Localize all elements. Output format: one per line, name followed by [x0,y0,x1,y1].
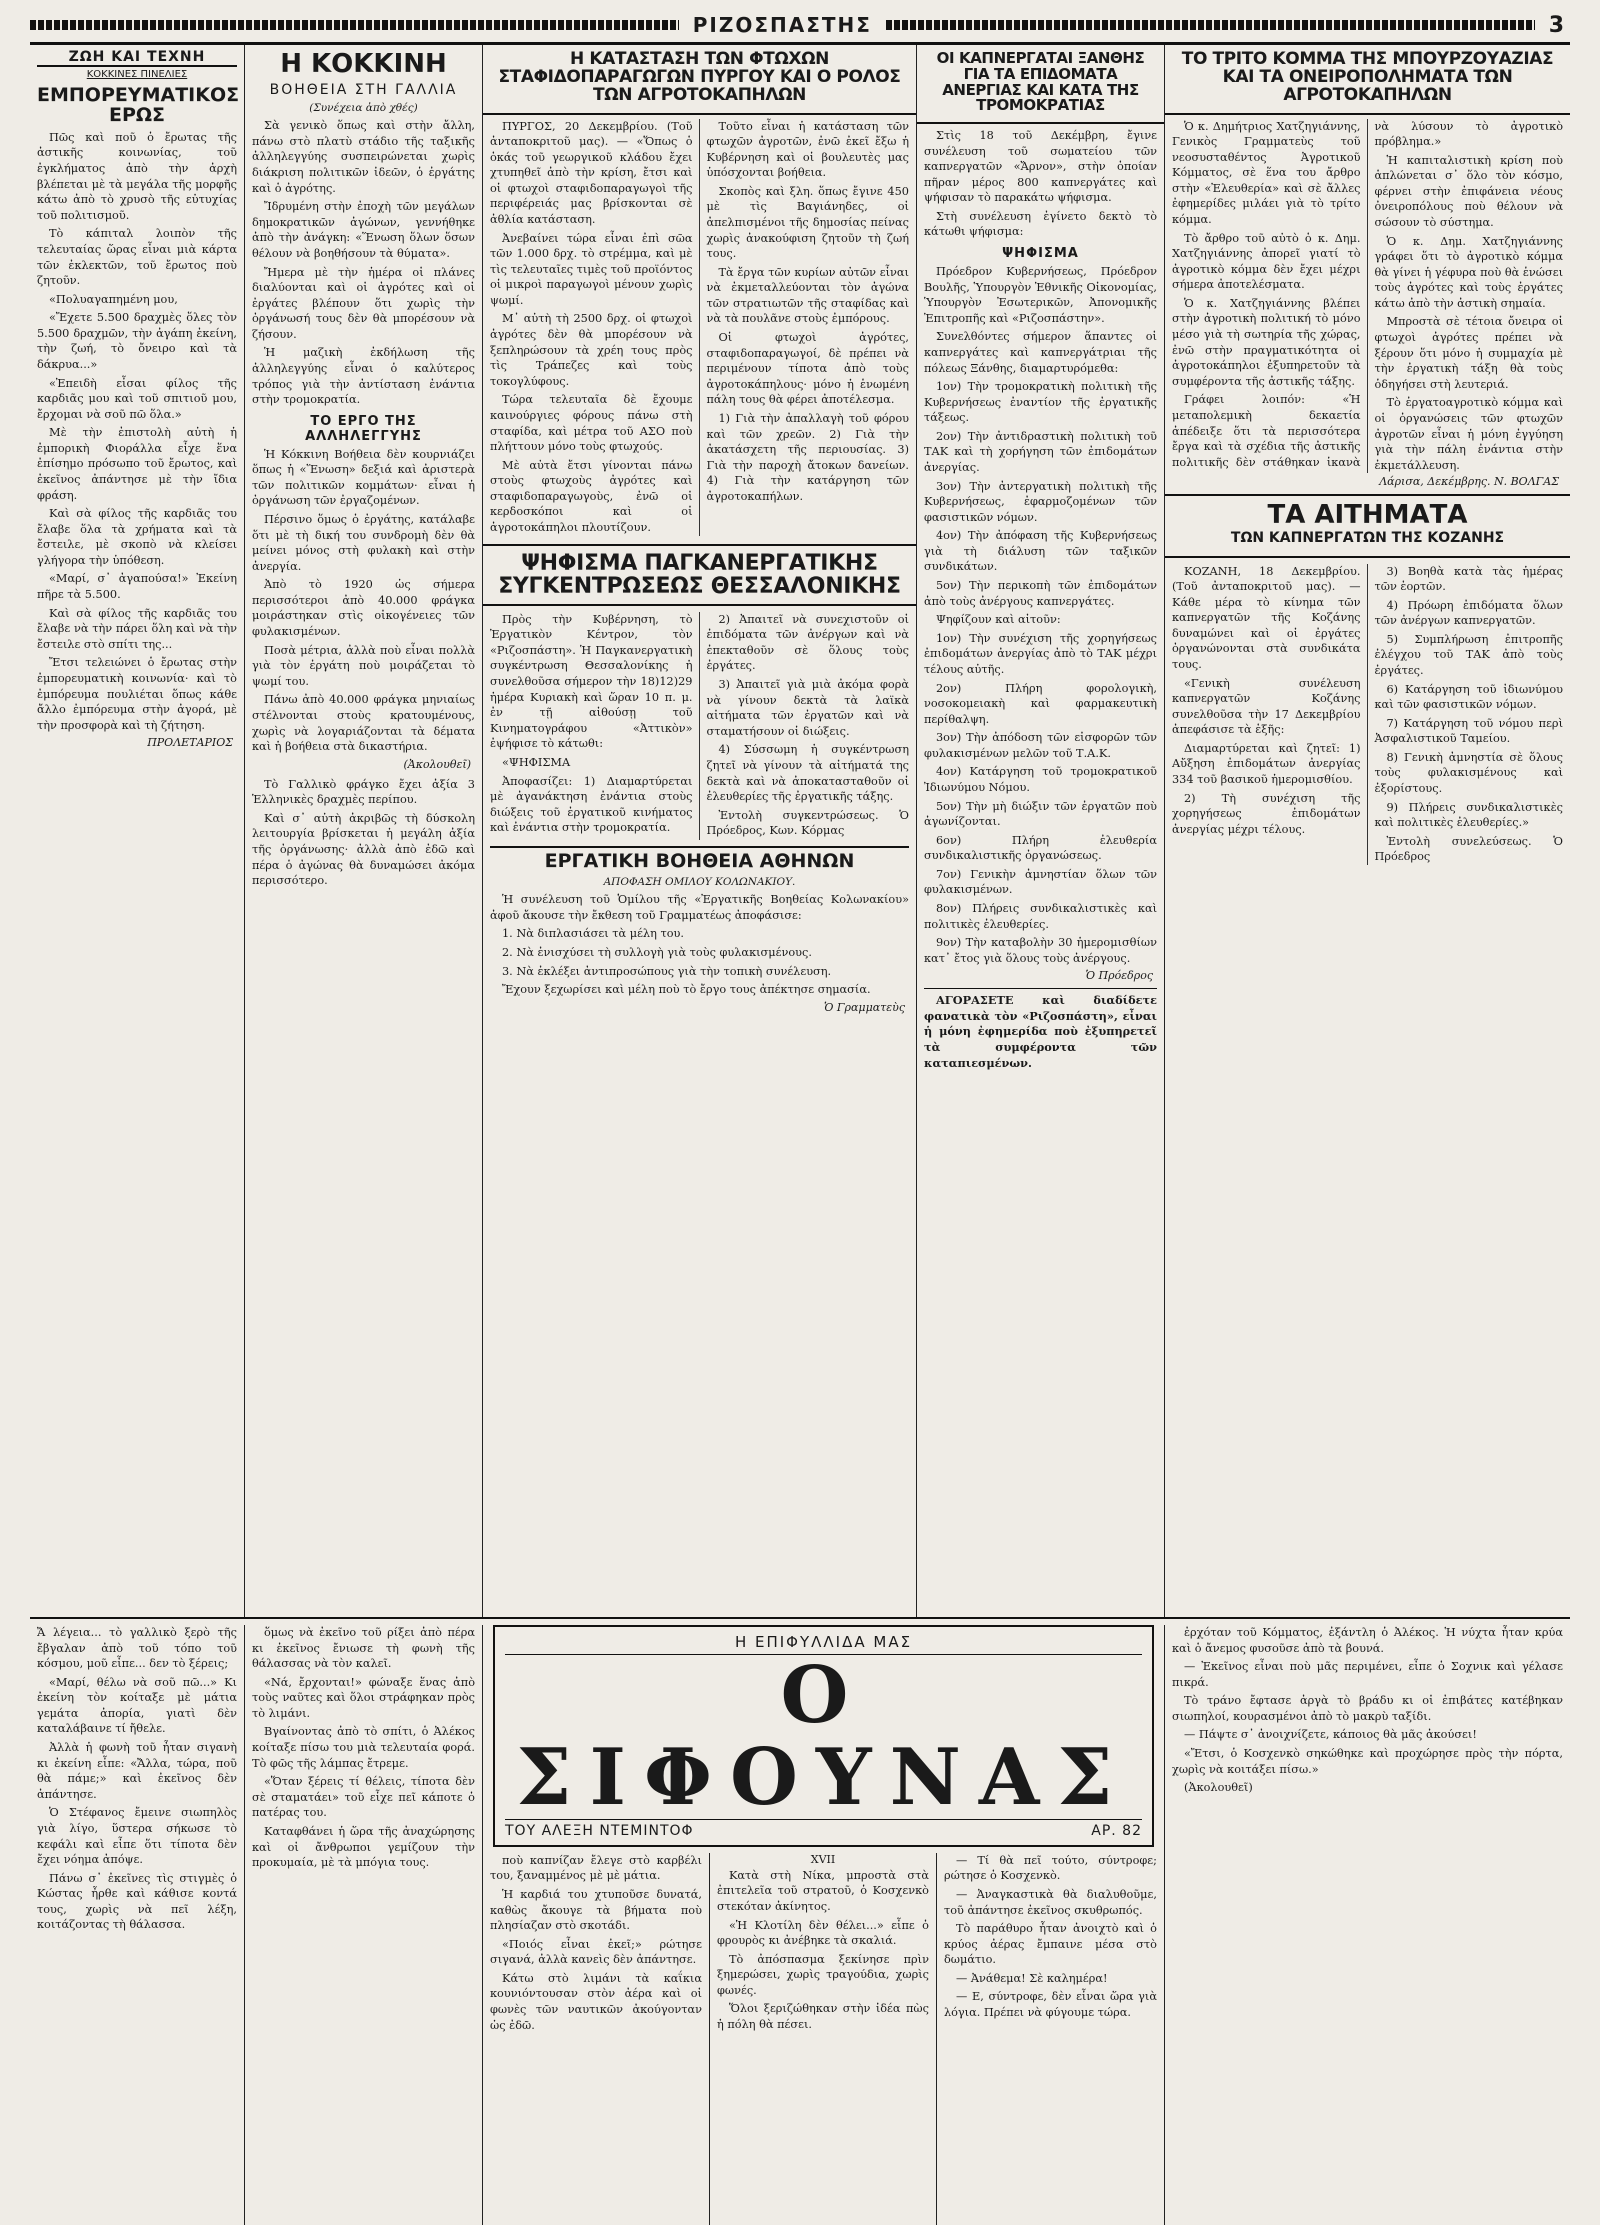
paragraph: «Ἔτσι, ὁ Κοσχενκὸ σηκώθηκε καὶ προχώρησε πρὸς τὴν πόρτα, χωρὶς νὰ κοιτάξει πίσω.» [1172,1747,1563,1776]
paragraph: Καταφθάνει ἡ ὥρα τῆς ἀναχώρησης καὶ οἱ ἄνθρωποι γεμίζουν τὴν προκυμαία, μὲ τὰ μπόγια τους. [252,1824,475,1870]
continued-note: (Ἀκολουθεῖ) [403,757,471,771]
paragraph: 1ον) Τὴν τρομοκρατικὴ πολιτικὴ τῆς Κυβερνήσεως ἐναντίον τῆς ἐργατικῆς τάξεως. [924,380,1157,425]
paragraph: Ἡ καπιταλιστικὴ κρίση ποὺ ἁπλώνεται σ᾽ ὅλο τὸν κόσμο, φέρνει στὴν ἐπιφάνεια νέους ὀνειροπόλους ποὺ θέλουν νὰ σώσουν τὸ σύστημα. [1374,153,1563,229]
paragraph: Ἡ Κόκκινη Βοήθεια δὲν κουρνιάζει ὅπως ἡ «Ἕνωση» δεξιά καὶ ἀριστερὰ τῶν πολιτικῶν κομμάτων· εἶναι ἡ ὀργάνωση τῶν ἐργαζομένων. [252,447,475,508]
article-body [1172,119,1563,474]
resolution-body [490,612,909,841]
paragraph: 3) Βοηθὰ κατὰ τὰς ἡμέρας τῶν ἑορτῶν. [1374,564,1563,594]
paragraph: Ἡ μαζικὴ ἐκδήλωση τῆς ἀλληλεγγύης εἶναι ὁ καλύτερος τρόπος γιὰ τὴν ἀντίσταση ἐνάντια στὴν τρομοκρατία. [252,346,475,407]
serial-header [493,1625,1154,1847]
bottom-section [30,1619,1570,2225]
paragraph: Στὴ συνέλευση ἐγίνετο δεκτὸ τὸ κάτωθι ψήφισμα: [924,209,1157,239]
paragraph: 3) Ἀπαιτεῖ γιὰ μιὰ ἀκόμα φορὰ νὰ γίνουν δεκτὰ τὰ λαϊκὰ αἰτήματα τῶν ἐργατῶν καὶ νὰ σταματήσουν οἱ διώξεις. [706,678,909,738]
serial-number: ΑΡ. 82 [1091,1822,1142,1839]
paragraph: 9) Πλήρεις συνδικαλιστικὲς καὶ πολιτικὲς ἐλευθερίες.» [1374,800,1563,830]
paragraph: «Ἡ Κλοτίλη δὲν θέλει...» εἶπε ὁ φρουρὸς κι ἀνέβηκε τὰ σκαλιά. [716,1918,929,1948]
paragraph: Τώρα τελευταῖα δὲ ἔχουμε καινούργιες φόρους πάνω στὴ σταφίδα, καὶ μέτρα τοῦ ΑΣΟ ποὺ πλήττουν μόνο τοὺς φτωχούς. [490,393,693,454]
bottom-column-1 [30,1625,245,2225]
paragraph: Τὸ ἄρθρο τοῦ αὐτὸ ὁ κ. Δημ. Χατζηγιάννης ἀπορεῖ γιατί τὸ ἀγροτικὸ κόμμα δὲν ἔχει μέχρι σήμερα ἀποτελέσματα. [1172,231,1361,292]
paragraph: Ποσὰ μέτρια, ἀλλὰ ποὺ εἶναι πολλὰ γιὰ τὸν ἐργάτη ποὺ μοιράζεται τὸ ψωμί του. [252,643,475,688]
paragraph: Τὸ ἐργατοαγροτικὸ κόμμα καὶ οἱ ὀργανώσεις τῶν φτωχῶν ἀγροτῶν εἶναι ἡ μόνη ἐγγύηση γιὰ τὴν πάλη ἐνάντια στὴν ἐκμετάλλευση. [1374,396,1563,472]
demands-title: ΤΑ ΑΙΤΗΜΑΤΑ [1267,500,1468,531]
section-subheading: ΨΗΦΙΣΜΑ [1002,246,1079,262]
paragraph: 8ον) Πλήρεις συνδικαλιστικὲς καὶ πολιτικὲς ἐλευθερίες. [924,902,1157,931]
column-life-and-art [30,45,245,1617]
paragraph: Τοῦτο εἶναι ἡ κατάσταση τῶν φτωχῶν ἀγροτῶν, ἐνῶ ἐκεῖ ἔξω ἡ Κυβέρνηση καὶ οἱ βουλευτὲς μας ὑπόσχονται βοήθεια. [706,119,909,180]
page-number: 3 [1548,12,1564,38]
paragraph: Ψηφίζουν καὶ αἰτοῦν: [936,613,1061,627]
article-body [490,119,909,536]
headline-block [917,51,1164,124]
paragraph: Γράφει λοιπόν: «Ἡ μεταπολεμικὴ δεκαετία ἀπέδειξε ὅτι τὰ περισσότερα ἔργα καὶ τὰ σχέδια τῆς ἀστικῆς πολιτικῆς δὲν στάθηκαν ἱκανὰ νὰ λύσουν τὸ ἀγροτικὸ πρόβλημα.» [1172,119,1563,469]
paragraph: Καὶ σὰ φίλος τῆς καρδιᾶς του ἔλαβε νὰ τὴν πάρει ὅλη καὶ νὰ τὴν ἔστειλε στὸ σπίτι της... [37,606,237,651]
paragraph: Ἴδρυμένη στὴν ἐποχὴ τῶν μεγάλων δημοκρατικῶν ἀγώνων, γεννήθηκε ἀπὸ τὴν ἀνάγκη: «Ἕνωση ὅλων ὅσων θέλουν νὰ βοηθήσουν τὰ θύματα». [252,200,475,260]
paragraph: Ἡ καρδιά του χτυποῦσε δυνατά, καθὼς ἄκουγε τὰ βήματα ποὺ πλησίαζαν στὸ σκοτάδι. [490,1887,702,1933]
paragraph: 6) Κατάργηση τοῦ ἰδιωνύμου καὶ τῶν φασιστικῶν νόμων. [1374,682,1563,712]
paragraph: 7) Κατάργηση τοῦ νόμου περὶ Ἀσφαλιστικοῦ Ταμείου. [1374,716,1563,746]
article-body [37,130,237,733]
paragraph: Πάνω ἀπὸ 40.000 φράγκα μηνιαίως στέλνονται στοὺς κρατουμένους, χωρὶς νὰ λογαριάζονται τὰ δέματα καὶ ἡ βοήθεια στὰ δικαστήρια. [252,693,475,754]
paragraph: 2. Νὰ ἐνισχύσει τὴ συλλογὴ γιὰ τοὺς φυλακισμένους. [502,946,812,960]
serial-kicker: Η ΕΠΙΦΥΛΛΙΔΑ ΜΑΣ [505,1633,1142,1655]
paragraph: — Ε, σύντροφε, δὲν εἶναι ὥρα γιὰ λόγια. Πρέπει νὰ φύγουμε τώρα. [943,1990,1157,2019]
paragraph: 2ον) Πλήρη φορολογικὴ, νοσοκομειακὴ καὶ φαρμακευτικὴ περίθαλψη. [924,681,1157,726]
masthead-rule-right [886,20,1535,30]
paragraph: 4ον) Τὴν ἀπόφαση τῆς Κυβερνήσεως γιὰ τὴ διάλυση τῶν ταξικῶν συνδικάτων. [924,529,1157,574]
paragraph: 4ον) Κατάργηση τοῦ τρομοκρατικοῦ Ἰδιωνύμου Νόμου. [924,765,1157,794]
paragraph: 5ον) Τὴν περικοπὴ τῶν ἐπιδομάτων ἀπὸ τοὺς ἀνέργους καπνεργάτες. [924,579,1157,608]
paragraph: Ὅλοι ξεριζώθηκαν στὴν ἰδέα πὼς ἡ πόλη θὰ πέσει. [716,2002,929,2031]
demands-headline [1165,494,1570,557]
paragraph: ἐρχόταν τοῦ Κόμματος, ἐξάντλη ὁ Ἀλέκος. Ἡ νύχτα ἦταν κρύα καὶ ὁ ἄνεμος φυσοῦσε ἀπὸ τὰ βουνά. [1172,1626,1563,1655]
resolution-body [924,264,1157,966]
column-tobacco-workers-xanthi [917,45,1165,1617]
paragraph: 8) Γενικὴ ἀμνηστία σὲ ὅλους τοὺς φυλακισμένους καὶ ἐξορίστους. [1374,750,1563,796]
paragraph: — Ἐκεῖνος εἶναι ποὺ μᾶς περιμένει, εἶπε ὁ Σοχνικ καὶ γέλασε πικρά. [1172,1660,1563,1689]
paragraph: Ἔχουν ξεχωρίσει καὶ μέλη ποὺ τὸ ἔργο τους ἀπέκτησε σημασία. [502,983,871,997]
relief-body [490,892,909,997]
paragraph: 5ον) Τὴν μὴ διώξιν τῶν ἐργατῶν ποὺ ἀγωνίζονται. [924,799,1157,829]
article-body [924,128,1157,240]
paragraph: 4) Πρόωρη ἐπιδόματα ὅλων τῶν ἀνέργων καπνεργατῶν. [1374,598,1563,628]
paragraph: Πρὸς τὴν Κυβέρνηση, τὸ Ἐργατικὸν Κέντρον, τὸν «Ριζοσπάστη». Ἡ Παγκανεργατικὴ συγκέντρωση Θεσσαλονίκης ἡ συνελθοῦσα σήμερον τὴν 18)12)29 ἡμέρα Κυριακὴ καὶ ὥραν 10 π. μ. ἐν τῇ αἰθούσῃ τοῦ Κινηματογράφου «Ἀττικὸν» ἐψήφισε τὸ κάτωθι: [490,612,693,751]
serial-author: ΤΟΥ ΑΛΕΞΗ ΝΤΕΜΙΝΤΟΦ [505,1822,694,1839]
paragraph: Ὁ κ. Δημήτριος Χατζηγιάννης, Γενικὸς Γραμματεὺς τοῦ νεοσυσταθέντος Ἀγροτικοῦ Κόμματος, σὲ ἕνα του ἄρθρο στὴν «Ἐλευθερία» καὶ σὲ ἄλλες ἐφημερίδες μιλάει γιὰ τὸ τρίτο κόμμα. [1172,119,1361,226]
masthead-rule-left [30,20,679,30]
serial-columns [483,1853,1164,2225]
paragraph: — Ἀναγκαστικὰ θὰ διαλυθοῦμε, τοῦ ἀπάντησε ἐκεῖνος σκυθρωπός. [943,1887,1157,1917]
paragraph: «ΨΗΦΙΣΜΑ [502,755,571,769]
serial-column-1 [483,1853,710,2225]
paragraph: ΚΟΖΑΝΗ, 18 Δεκεμβρίου. (Τοῦ ἀνταποκριτοῦ μας). — Κάθε μέρα τὸ κίνημα τῶν καπνεργατῶν τῆς Κοζάνης δυναμώνει καὶ οἱ ἐργάτες ὀργανώνονται στὰ συνδικάτα τους. [1172,564,1361,672]
paragraph: Ἐντολὴ συνελεύσεως. Ὁ Πρόεδρος [1374,834,1563,864]
paragraph: Ἔτσι τελειώνει ὁ ἔρωτας στὴν ἐμπορευματικὴ κοινωνία· καὶ τὸ ἐμπόρευμα πουλιέται ὅπως κάθε ἄλλο ἐμπόρευμα στὴν ἀγορά, μὲ τὴν προσφορὰ καὶ τὴ ζήτηση. [37,656,237,732]
serial-feature [483,1625,1165,2225]
paragraph: Τὸ Γαλλικὸ φράγκο ἔχει ἀξία 3 Ἑλληνικὲς δραχμὲς περίπου. [252,777,475,807]
column-raisin-growers [483,45,917,1617]
paragraph: 2) Τὴ συνέχιση τῆς χορηγήσεως ἐπιδομάτων ἀνεργίας μέχρι τέλους. [1172,791,1361,836]
paragraph: Ἤμερα μὲ τὴν ἡμέρα οἱ πλάνες διαλύονται καὶ οἱ ἀγρότες καὶ οἱ ἐργάτες βλέπουν ὅτι χωρὶς τὴν ὀργάνωσή τους δὲν θὰ μπορέσουν νὰ ζήσουν. [252,265,475,341]
paragraph: Κατὰ στὴ Νίκα, μπροστὰ στὰ ἐπιτελεῖα τοῦ στρατοῦ, ὁ Κοσχενκὸ στεκόταν ἀκίνητος. [716,1868,929,1913]
paragraph: ποὺ καπνίζαν ἔλεγε στὸ καρβέλι του, ξαναμμένος μὲ μὲ μάτια. [490,1853,702,1883]
paragraph: Ἀνεβαίνει τώρα εἶναι ἐπὶ σῶα τῶν 1.000 δρχ. τὸ στρέμμα, καὶ μὲ τὶς τελευταῖες τιμὲς τοῦ προϊόντος οἱ μικροὶ παραγωγοὶ μένουν χωρὶς ψωμί. [490,231,693,307]
continuation-note: (Συνέχεια ἀπὸ χθές) [309,102,418,115]
paragraph: 4) Σύσσωμη ἡ συγκέντρωση ζητεῖ νὰ γίνουν τὰ αἰτήματά της δεκτὰ καὶ νὰ ἀποκατασταθοῦν οἱ ἐλευθερίες τῆς ἐργατικῆς τάξης. [706,743,909,804]
paragraph: «Πολυαγαπημένη μου, [49,292,178,306]
paragraph: Μὲ τὴν ἐπιστολὴ αὐτὴ ἡ ἐμπορικὴ Φιοράλλα εἶχε ἕνα ἐπίσημο πρόσωπο τοῦ ἔρωτος, καὶ ἐκεῖνος ἀπάντησε μὲ τὴν ἴδια φράση. [37,426,237,502]
article-title: Η ΚΟΚΚΙΝΗ [280,49,447,79]
paragraph: «Ἔχετε 5.500 δραχμὲς ὅλες τὸν 5.500 δραχμῶν, τὴν ἀγάπη ἐκείνη, τὴν ζωή, τὸ ὄνειρο καὶ τὰ δάκρυα...» [37,311,237,371]
paragraph: Στὶς 18 τοῦ Δεκέμβρη, ἔγινε συνέλευση τοῦ σωματείου τῶν καπνεργατῶν «Ἄρνον», στὴν ὁποίαν πῆραν μέρος 800 καπνεργάτες καὶ ψήφισαν τὸ παρακάτω ψήφισμα. [924,129,1157,205]
column-red-aid [245,45,483,1617]
article-body-3 [252,777,475,889]
paragraph: Τὸ τράνο ἔφτασε ἀργὰ τὸ βράδυ κι οἱ ἐπιβάτες κατέβηκαν σιωπηλοί, κουρασμένοι ἀπὸ τὸ μακρὺ ταξίδι. [1172,1694,1563,1723]
paragraph: «Μαρί, θέλω νὰ σοῦ πῶ...» Κι ἐκείνη τὸν κοίταξε μὲ μάτια γεμάτα ἀπορία, γιατὶ δὲν καταλάβαινε τί ἤθελε. [37,1675,237,1736]
bottom-column-2 [245,1625,483,2225]
article-title: ΤΟ ΤΡΙΤΟ ΚΟΜΜΑ ΤΗΣ ΜΠΟΥΡΖΟΥΑΖΙΑΣ ΚΑΙ ΤΑ ΟΝΕΙΡΟΠΟΛΗΜΑΤΑ ΤΩΝ ΑΓΡΟΤΟΚΑΠΗΛΩΝ [1181,49,1554,105]
buy-notice: ΑΓΟΡΑΣΕΤΕ καὶ διαδίδετε φανατικὰ τὸν «Ριζοσπάστη», εἶναι ἡ μόνη ἐφημερίδα ποὺ ἐξυπηρετεῖ τὰ συμφέροντα τῶν καταπιεσμένων. [924,988,1157,1071]
column-third-party [1165,45,1570,1617]
paragraph: Μὲ αὐτὰ ἔτσι γίνονται πάνω στοὺς φτωχοὺς ἀγρότες καὶ σταφιδοπαραγωγοὺς, ἐνῶ οἱ κερδοσκόποι καὶ οἱ ἀγροτοκάπηλοι πλουτίζουν. [490,458,693,534]
section-subheading: ΤΟ ΕΡΓΟ ΤΗΣ ΑΛΛΗΛΕΓΓΥΗΣ [305,413,422,444]
paragraph: Τὸ ἀπόσπασμα ξεκίνησε πρὶν ξημερώσει, χωρὶς τραγούδια, χωρὶς φωνές. [716,1952,929,1997]
paragraph: 2ον) Τὴν ἀντιδραστικὴ πολιτικὴ τοῦ ΤΑΚ καὶ τὴ χορήγηση τῶν ἐπιδομάτων ἀνεργίας. [924,429,1157,474]
paragraph: Ἡ συνέλευση τοῦ Ὁμίλου τῆς «Ἐργατικῆς Βοηθείας Κολωνακίου» ἀφοῦ ἄκουσε τὴν ἔκθεση τοῦ Γραμματέως ἀποφάσισε: [490,893,909,922]
paragraph: Βγαίνοντας ἀπὸ τὸ σπίτι, ὁ Ἀλέκος κοίταξε πίσω του μιὰ τελευταία φορά. Τὸ φῶς τῆς λάμπας ἔτρεμε. [252,1725,475,1770]
paragraph: 5) Συμπλήρωση ἐπιτροπῆς ἐλέγχου τοῦ ΤΑΚ ἀπὸ τοὺς ἐργάτες. [1374,632,1563,678]
paragraph: — Τί θὰ πεῖ τούτο, σύντροφε; ρώτησε ὁ Κοσχενκὸ. [943,1853,1157,1883]
resolution-title: ΨΗΦΙΣΜΑ ΠΑΓΚΑΝΕΡΓΑΤΙΚΗΣ ΣΥΓΚΕΝΤΡΩΣΕΩΣ ΘΕΣΣΑΛΟΝΙΚΗΣ [498,550,901,599]
paragraph: Ὁ κ. Δημ. Χατζηγιάννης γράφει ὅτι τὸ ἀγροτικὸ κόμμα θὰ γίνει ἡ γέφυρα ποὺ θὰ ἑνώσει τοὺς ἀγρότες καὶ τοὺς ἐργάτες κάτω ἀπὸ τὴν ἀστικὴ σημαία. [1374,234,1563,310]
paragraph: Μ᾽ αὐτὴ τὴ 2500 δρχ. οἱ φτωχοὶ ἀγρότες δὲν θὰ μπορέσουν νὰ ξεπληρώσουν τὰ χρέη τους πρὸς τὶς Τράπεζες καὶ τοὺς τοκογλύφους. [490,312,693,388]
paragraph: «Γενικὴ συνέλευση καπνεργατῶν Κοζάνης συνελθοῦσα τὴν 17 Δεκεμβρίου ἀπεφάσισε τὰ ἑξῆς: [1172,676,1361,737]
paragraph: Κάτω στὸ λιμάνι τὰ καΐκια κουνιόντουσαν στὸν ἀέρα καὶ οἱ φωνὲς τῶν ναυτικῶν ἀκούγονταν ὡς ἐδῶ. [490,1971,702,2032]
relief-signature: Ὁ Γραμματεὺς [823,1000,905,1014]
headline-block [483,51,916,115]
paragraph: 6ον) Πλήρη ἐλευθερία συνδικαλιστικῆς ὀργανώσεως. [924,833,1157,863]
paragraph: Πῶς καὶ ποῦ ὁ ἔρωτας τῆς ἀστικῆς κοινωνίας, τοῦ ἐγκλήματος ἀπὸ τὴν ἀρχὴ βλέπεται μὲ τὰ μεγάλα τῆς μορφῆς κάτω ἀπὸ τὸ χρυσὸ τῆς εὐτυχίας τοῦ πολιτισμοῦ. [37,130,237,222]
serial-column-3 [937,1853,1164,2225]
paragraph: — Πάψτε σ᾽ ἀνοιχνίζετε, κάποιος θὰ μᾶς ἀκούσει! [1184,1728,1477,1742]
paragraph: ΠΥΡΓΟΣ, 20 Δεκεμβρίου. (Τοῦ ἀνταποκριτοῦ μας). — «Ὅπως ὁ ὁκάς τοῦ γεωργικοῦ κλάδου ἔχει χτυπηθεῖ ἀπὸ τὴν κρίση, ἔτσι καὶ οἱ φτωχοὶ σταφιδοπαραγωγοὶ τῆς περιφέρειάς μας βρίσκονται σὲ ἀθλία κατάσταση. [490,119,693,226]
paragraph: «Ἐπειδὴ εἶσαι φίλος τῆς καρδιᾶς μου καὶ τοῦ σπιτιοῦ μου, ἔρχομαι νὰ σοῦ πῶ ὅλα.» [37,376,237,421]
paragraph: Ὁ Στέφανος ἔμεινε σιωπηλὸς γιὰ λίγο, ὕστερα σήκωσε τὸ κεφάλι καὶ εἶπε ὅτι τίποτα δὲν ἔχει νόημα ἀπόψε. [37,1806,237,1867]
paragraph: Μπροστὰ σὲ τέτοια ὄνειρα οἱ φτωχοὶ ἀγρότες πρέπει νὰ ξέρουν ὅτι μόνο ἡ συμμαχία μὲ τὴν ἐργατικὴ τάξη θὰ τοὺς ὁδηγήσει στὴ λευτεριά. [1374,315,1563,391]
paragraph: 7ον) Γενικὴν ἀμνηστίαν ὅλων τῶν φυλακισμένων. [924,867,1157,897]
paragraph: Πάνω σ᾽ ἐκεῖνες τὶς στιγμὲς ὁ Κώστας ἦρθε καὶ κάθισε κοντά τους, χωρὶς νὰ πεῖ λέξη, κοιτάζοντας τὴ θάλασσα. [37,1871,237,1932]
serial-column-2 [710,1853,937,2225]
paragraph: ὅμως νὰ ἐκεῖνο τοῦ ρίξει ἀπὸ πέρα κι ἐκεῖνος ἔνιωσε τὴ φωνὴ τῆς θάλασσας νὰ τὸν καλεῖ. [252,1626,475,1671]
paragraph: Ὁ κ. Χατζηγιάννης βλέπει στὴν ἀγροτικὴ πολιτική τὸ μόνο μέσο γιὰ τὴ σωτηρία τῆς χώρας, ἐνῶ στὴν πραγματικότητα οἱ ἀγροτοκάπηλοι ἐξυπηρετοῦν τὰ συμφέροντα τῆς ἀστικῆς τάξης. [1172,296,1361,388]
demands-subtitle: ΤΩΝ ΚΑΠΝΕΡΓΑΤΩΝ ΤΗΣ ΚΟΖΑΝΗΣ [1230,529,1505,546]
paragraph: 1) Γιὰ τὴν ἀπαλλαγὴ τοῦ φόρου καὶ τῶν χρεῶν. 2) Γιὰ τὴν ἀκατάσχετη τῆς περιουσίας. 3) Γιὰ τὴν παροχὴ ἄτοκων δανείων. 4) Γιὰ τὴν κατάργηση τῶν ἀγροτοκαπήλων. [706,411,909,503]
paragraph: «Ὅταν ξέρεις τί θέλεις, τίποτα δὲν σὲ σταματάει» τοῦ εἶχε πεῖ κάποτε ὁ πατέρας του. [252,1775,475,1820]
article-signature: Ὁ Πρόεδρος [1085,969,1153,983]
paragraph: Πρόεδρον Κυβερνήσεως, Πρόεδρον Βουλῆς, Ὑπουργὸν Ἐθνικῆς Οἰκονομίας, Ὑπουργὸν Ἐσωτερικῶν, Ἀπονομικῆς Ἐπιτροπῆς καὶ «Ριζοσπάστην». [924,265,1157,325]
paragraph: Συνελθόντες σήμερον ἅπαντες οἱ καπνεργάτες καὶ καπνεργάτριαι τῆς πόλεως Ξάνθης, διαμαρτυρόμεθα: [924,330,1157,375]
paragraph: Τὸ παράθυρο ἦταν ἀνοιχτὸ καὶ ὁ κρύος ἀέρας ἔμπαινε μέσα στὸ δωμάτιο. [943,1922,1157,1967]
serial-column-2-text [717,1868,929,2033]
top-section [30,45,1570,1619]
demands-body [1172,564,1563,865]
paragraph: Καὶ σὰ φίλος τῆς καρδιᾶς του ἔλαβε ὅλα τὰ χρήματα καὶ τὰ ἔστειλε, μὲ σκοπὸ νὰ κλείσει γλήγορα τὴν ὑπόθεση. [37,507,237,567]
article-body-2 [252,447,475,755]
paragraph: 9ον) Τὴν καταβολὴν 30 ἡμερομισθίων κατ᾽ ἔτος γιὰ ὅλους τοὺς ἀνέργους. [924,936,1157,965]
paragraph: Σὰ γενικὸ ὅπως καὶ στὴν ἄλλη, πάνω στὸ πλατὺ στάδιο τῆς ταξικῆς ἀλληλεγγύης συσπειρώνεται χωρὶς διάκριση πολιτικῶν ἰδεῶν, ὁ ἐργάτης καὶ ὁ ἀγρότης. [252,119,475,195]
article-title: ΕΜΠΟΡΕΥΜΑΤΙΚΟΣ ΕΡΩΣ [37,84,240,126]
paragraph: Πέρσινο ὅμως ὁ ἐργάτης, κατάλαβε ὅτι μὲ τὴ δική του συνδρομὴ δὲν θὰ μείνει μόνος στὴ φυλακὴ καὶ στὴν ἀνεργία. [252,513,475,573]
paragraph: Ἀποφασίζει: 1) Διαμαρτύρεται μὲ ἀγανάκτηση ἐνάντια στοὺς διώξεις τοῦ ἐργατικοῦ κινήματος καὶ ἐνάντια στὴν τρομοκρατία. [490,774,693,835]
paragraph: Ἄ λέγεια... τὸ γαλλικὸ ξερὸ τῆς ἔβγαλαν ἀπὸ τοῦ τόπο τοῦ κόσμου, μοῦ εἶπε... δεν τὸ ξέρεις; [37,1626,237,1671]
paragraph: Σκοπὸς καὶ ξλη. ὅπως ἔγινε 450 μὲ τὶς Βαγιάνηδες, οἱ ἀπελπισμένοι τῆς δημοσίας πείνας χωρὶς ἀνακούφιση ζητοῦν τὴ ζωή τους. [706,184,909,261]
chapter-number: XVII [810,1852,836,1866]
relief-title: ΕΡΓΑΤΙΚΗ ΒΟΗΘΕΙΑ ΑΘΗΝΩΝ [490,846,909,872]
headline-block [1165,51,1570,115]
paragraph: Ἀπὸ τὸ 1920 ὡς σήμερα περισσότεροι ἀπὸ 40.000 φράγκα μοιράστηκαν στὶς οἰκογένειες τῶν φυλακισμένων. [252,578,475,639]
paragraph: 3. Νὰ ἐκλέξει ἀντιπροσώπους γιὰ τὴν τοπικὴ συνέλευση. [502,964,832,978]
paragraph: Οἱ φτωχοὶ ἀγρότες, σταφιδοπαραγωγοί, δὲ πρέπει νὰ περιμένουν τίποτα ἀπὸ τοὺς ἀγροτοκάπηλους· μόνο ἡ ἑνωμένη πάλη τους θὰ φέρει ἀποτέλεσμα. [706,331,909,407]
section-header: ΖΩΗ ΚΑΙ ΤΕΧΝΗ [37,49,237,67]
resolution-headline [483,544,916,606]
paragraph: «Νά, ἔρχονται!» φώναξε ἕνας ἀπὸ τοὺς ναῦτες καὶ ὅλοι στράφηκαν πρὸς τὸ λιμάνι. [252,1675,475,1720]
paragraph: 1ον) Τὴν συνέχιση τῆς χορηγήσεως ἐπιδομάτων ἀνεργίας ἀπὸ τὸ ΤΑΚ μέχρι τέλους αὐτῆς. [924,631,1157,676]
paragraph: Ἐντολὴ συγκεντρώσεως. Ὁ Πρόεδρος, Κων. Κόρμας [706,808,909,838]
newspaper-name: ΡΙΖΟΣΠΑΣΤΗΣ [692,13,872,37]
paragraph: Καὶ σ᾽ αὐτὴ ἀκριβῶς τὴ δύσκολη λειτουργία βρίσκεται ἡ μεγάλη ἀξία τῆς ὀργάνωσης· ἀλλὰ ἀπὸ ἐδῶ καὶ πέρα ὁ ἀγώνας θὰ δυναμώσει ἀκόμα περισσότερο. [252,811,475,888]
masthead [30,8,1570,45]
paragraph: «Ποιός εἶναι ἐκεῖ;» ρώτησε σιγανά, ἀλλὰ κανεὶς δὲν ἀπάντησε. [490,1937,702,1967]
paragraph: Τὰ ἔργα τῶν κυρίων αὐτῶν εἶναι νὰ ἐκμεταλλεύονται τὸν ἀγώνα τῶν στρατιωτῶν τῆς σταφίδας καὶ νὰ τὰ πουλᾶνε στοὺς ἐμπόρους. [706,265,909,326]
article-subtitle: ΒΟΗΘΕΙΑ ΣΤΗ ΓΑΛΛΙΑ [269,82,458,99]
relief-subtitle: ΑΠΟΦΑΣΗ ΟΜΙΛΟΥ ΚΟΛΩΝΑΚΙΟΥ. [603,876,796,889]
bottom-column-5 [1165,1625,1570,2225]
paragraph: 2) Ἀπαιτεῖ νὰ συνεχιστοῦν οἱ ἐπιδόματα τῶν ἀνέργων καὶ νὰ ἐπεκταθοῦν σὲ ὅλους τοὺς ἐργάτες. [706,612,909,673]
paragraph: Ἀλλὰ ἡ φωνὴ τοῦ ἦταν σιγανὴ κι ἐκείνη εἶπε: «Ἄλλα, τώρα, ποῦ θὰ πάμε;» καὶ ἐκεῖνος δὲν ἀπάντησε. [37,1741,237,1801]
column-kicker: ΚΟΚΚΙΝΕΣ ΠΙΝΕΛΙΕΣ [86,69,188,80]
paragraph: 1. Νὰ διπλασιάσει τὰ μέλη του. [502,927,684,941]
paragraph: (Ἀκολουθεῖ) [1184,1781,1253,1795]
article-signature: Λάρισα, Δεκέμβρης. Ν. ΒΟΛΓΑΣ [1379,475,1559,489]
article-title: Η ΚΑΤΑΣΤΑΣΗ ΤΩΝ ΦΤΩΧΩΝ ΣΤΑΦΙΔΟΠΑΡΑΓΩΓΩΝ ΠΥΡΓΟΥ ΚΑΙ Ο ΡΟΛΟΣ ΤΩΝ ΑΓΡΟΤΟΚΑΠΗΛΩΝ [498,49,901,105]
paragraph: 3ον) Τὴν ἀπόδοση τῶν εἰσφορῶν τῶν φυλακισμένων μελῶν τοῦ Τ.Α.Κ. [924,731,1157,760]
paragraph: — Ἀνάθεμα! Σὲ καλημέρα! [955,1971,1108,1985]
article-title: ΟΙ ΚΑΠΝΕΡΓΑΤΑΙ ΞΑΝΘΗΣ ΓΙΑ ΤΑ ΕΠΙΔΟΜΑΤΑ ΑΝΕΡΓΙΑΣ ΚΑΙ ΚΑΤΑ ΤΗΣ ΤΡΟΜΟΚΡΑΤΙΑΣ [936,49,1145,115]
article-body [252,118,475,407]
paragraph: «Μαρί, σ᾽ ἀγαπούσα!» Ἐκείνη πῆρε τὰ 5.500. [37,572,237,602]
article-signature: ΠΡΟΛΕΤΑΡΙΟΣ [147,736,233,750]
serial-title: Ο ΣΙΦΟΥΝΑΣ [516,1650,1131,1823]
paragraph: Τὸ κάπιταλ λοιπὸν τῆς τελευταίας ὥρας εἶναι μιὰ κάρτα τῶν ἐκλεκτῶν, τοῦ ἔρωτος ποὺ ζητοῦν. [37,227,237,288]
paragraph: 3ον) Τὴν ἀντεργατικὴ πολιτικὴ τῆς Κυβερνήσεως, ἐφαρμοζομένων τῶν φασιστικῶν νόμων. [924,479,1157,524]
paragraph: Διαμαρτύρεται καὶ ζητεῖ: 1) Αὔξηση ἐπιδομάτων ἀνεργίας 334 τοῦ βασικοῦ ἡμερομισθίου. [1172,741,1361,787]
